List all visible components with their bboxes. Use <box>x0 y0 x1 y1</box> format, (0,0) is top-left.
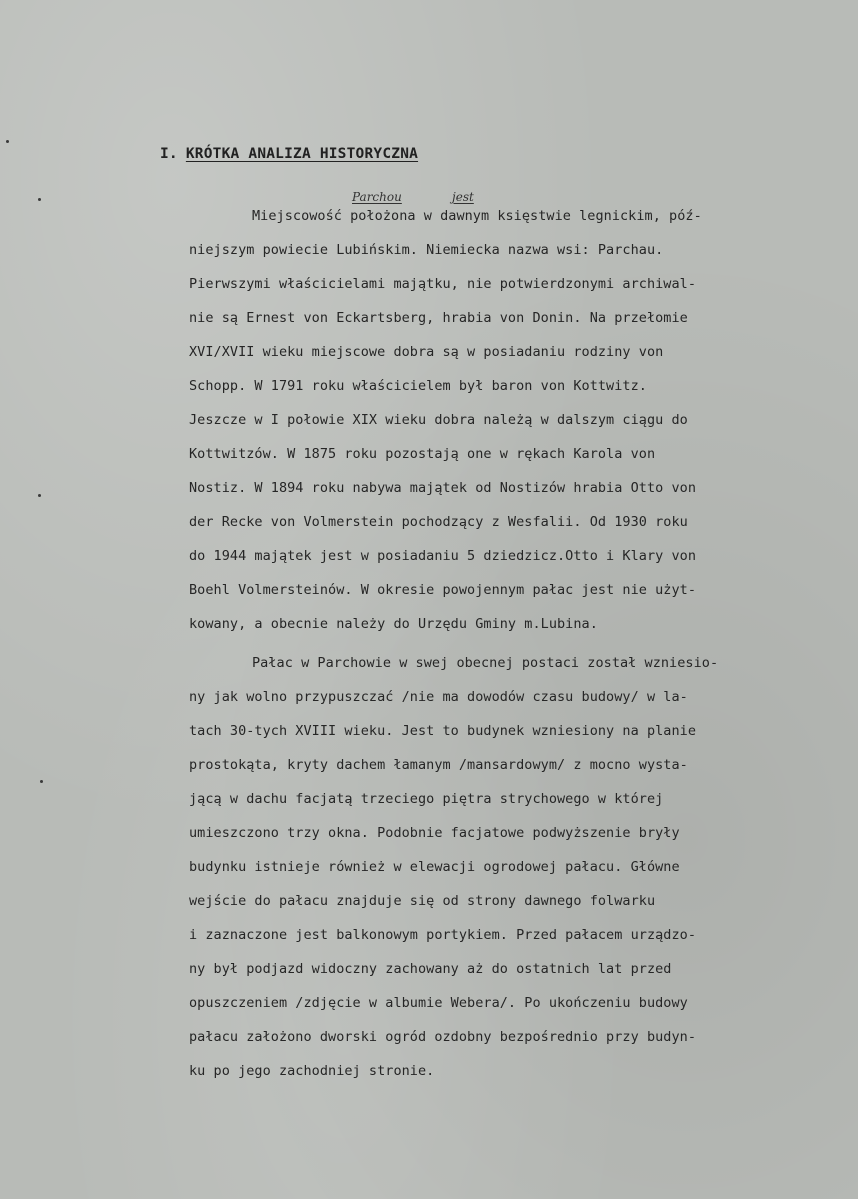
margin-mark <box>38 494 41 497</box>
text-line: pałacu założono dworski ogród ozdobny bezpośrednio przy budyn- <box>189 1029 697 1045</box>
section-number: I. <box>160 146 178 162</box>
text-line: nie są Ernest von Eckartsberg, hrabia von Donin. Na przełomie <box>189 310 688 326</box>
text-line: Nostiz. W 1894 roku nabywa majątek od Nostizów hrabia Otto von <box>189 480 697 496</box>
text-line: der Recke von Volmerstein pochodzący z Wesfalii. Od 1930 roku <box>189 514 688 530</box>
text-line: ny był podjazd widoczny zachowany aż do ostatnich lat przed <box>189 961 672 977</box>
text-line: Schopp. W 1791 roku właścicielem był baron von Kottwitz. <box>189 378 647 394</box>
text-line: wejście do pałacu znajduje się od strony dawnego folwarku <box>189 893 656 909</box>
text-line: ny jak wolno przypuszczać /nie ma dowodów czasu budowy/ w la- <box>189 689 688 705</box>
margin-mark <box>6 140 9 143</box>
text-line: budynku istnieje również w elewacji ogrodowej pałacu. Główne <box>189 859 680 875</box>
text-line: Jeszcze w I połowie XIX wieku dobra należą w dalszym ciągu do <box>189 412 688 428</box>
text-line: jącą w dachu facjatą trzeciego piętra strychowego w której <box>189 791 664 807</box>
text-line: i zaznaczone jest balkonowym portykiem. Przed pałacem urządzo- <box>189 927 697 943</box>
handwritten-insertion-jest: jest <box>452 190 474 204</box>
text-line: Pierwszymi właścicielami majątku, nie potwierdzonymi archiwal- <box>189 276 697 292</box>
handwritten-insertion-parchou: Parchou <box>352 190 402 204</box>
margin-mark <box>40 780 43 783</box>
text-line: Boehl Volmersteinów. W okresie powojennym pałac jest nie użyt- <box>189 582 697 598</box>
text-line: kowany, a obecnie należy do Urzędu Gminy m.Lubina. <box>189 616 598 632</box>
text-line: tach 30-tych XVIII wieku. Jest to budynek wzniesiony na planie <box>189 723 697 739</box>
text-line: Pałac w Parchowie w swej obecnej postaci został wzniesio- <box>252 655 719 671</box>
text-line: Kottwitzów. W 1875 roku pozostają one w rękach Karola von <box>189 446 656 462</box>
margin-mark <box>38 198 41 201</box>
text-line: umieszczono trzy okna. Podobnie facjatowe podwyższenie bryły <box>189 825 680 841</box>
section-heading <box>160 146 418 162</box>
text-line: XVI/XVII wieku miejscowe dobra są w posiadaniu rodziny von <box>189 344 664 360</box>
section-title: KRÓTKA ANALIZA HISTORYCZNA <box>185 146 419 162</box>
text-line: ku po jego zachodniej stronie. <box>189 1063 435 1079</box>
text-line: niejszym powiecie Lubińskim. Niemiecka nazwa wsi: Parchau. <box>189 242 664 258</box>
text-line: prostokąta, kryty dachem łamanym /mansardowym/ z mocno wysta- <box>189 757 688 773</box>
text-line: Miejscowość położona w dawnym księstwie legnickim, póź- <box>252 208 702 224</box>
text-line: opuszczeniem /zdjęcie w albumie Webera/. Po ukończeniu budowy <box>189 995 688 1011</box>
text-line: do 1944 majątek jest w posiadaniu 5 dziedzicz.Otto i Klary von <box>189 548 697 564</box>
